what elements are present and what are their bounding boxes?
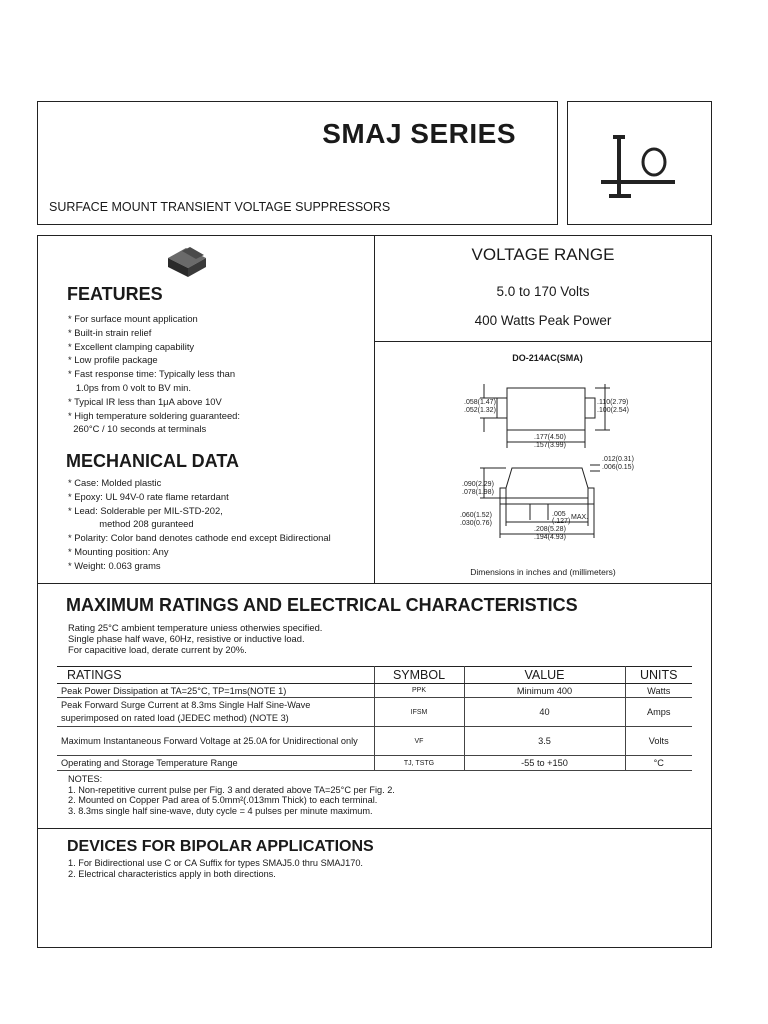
column-header: UNITS [625, 667, 692, 684]
dim-label: .177(4.50) [534, 434, 566, 441]
dim-label: .052(1.32) [464, 407, 496, 414]
dim-label: .110(2.79) [597, 399, 629, 406]
ratings-heading: MAXIMUM RATINGS AND ELECTRICAL CHARACTERISTICS [66, 595, 578, 615]
column-header: VALUE [464, 667, 625, 684]
rating-cell: Peak Forward Surge Current at 8.3ms Single Half Sine-Wave superimposed on rated load (JEDEC method) (NOTE 3) [57, 698, 374, 727]
unit-cell: Amps [625, 698, 692, 727]
note-line: 1. Non-repetitive current pulse per Fig. 3 and derated above TA=25°C per Fig. 2. [68, 784, 395, 795]
list-item: method 208 guranteed [68, 518, 194, 530]
dim-label: .157(3.99) [534, 442, 566, 449]
dim-label: MAX. [571, 514, 589, 521]
header-box [37, 101, 558, 225]
note-line: NOTES: [68, 774, 103, 784]
dim-label: .208(5.28) [534, 526, 566, 533]
value-cell: 3.5 [464, 727, 625, 756]
voltage-range-value: 5.0 to 170 Volts [496, 284, 590, 299]
list-item: 1.0ps from 0 volt to BV min. [68, 381, 191, 393]
intro-line: Single phase half wave, 60Hz, resistive or inductive load. [68, 633, 305, 644]
list-item: 2. Electrical characteristics apply in both directions. [68, 869, 276, 879]
rating-cell: Operating and Storage Temperature Range [57, 756, 374, 771]
table-row [57, 727, 692, 756]
bipolar-heading: DEVICES FOR BIPOLAR APPLICATIONS [67, 838, 374, 855]
value-cell: -55 to +150 [464, 756, 625, 771]
features-heading: FEATURES [67, 284, 163, 304]
column-header: RATINGS [57, 667, 374, 684]
table-row [57, 684, 692, 698]
table-header-row [57, 667, 692, 684]
list-item: * Fast response time: Typically less than [68, 368, 236, 380]
mechanical-heading: MECHANICAL DATA [66, 451, 239, 471]
value-cell: 40 [464, 698, 625, 727]
dim-label: .100(2.54) [597, 407, 629, 414]
table-row [57, 756, 692, 771]
ratings-table [57, 666, 692, 771]
unit-cell: Watts [625, 684, 692, 698]
unit-cell: Volts [625, 727, 692, 756]
ratings-notes [68, 774, 395, 816]
list-item: * Excellent clamping capability [68, 340, 195, 352]
dim-label: .078(1.98) [462, 489, 494, 496]
intro-line: For capacitive load, derate current by 20%. [68, 644, 247, 655]
note-line: 3. 8.3ms single half sine-wave, duty cycle = 4 pulses per minute maximum. [68, 805, 373, 816]
dim-label: .060(1.52) [460, 512, 492, 519]
rating-cell: Maximum Instantaneous Forward Voltage at 25.0A for Unidirectional only [57, 727, 374, 756]
dim-label: .030(0.76) [460, 520, 492, 527]
ratings-intro [68, 622, 322, 655]
dim-label: .012(0.31) [602, 456, 634, 463]
list-item: * Weight: 0.063 grams [68, 559, 161, 571]
dim-label: .090(2.29) [462, 481, 494, 488]
bipolar-list [68, 858, 363, 880]
series-title: SMAJ SERIES [322, 118, 516, 149]
voltage-range-heading: VOLTAGE RANGE [471, 245, 615, 264]
package-outline-drawing [440, 370, 670, 570]
list-item: * Polarity: Color band denotes cathode end except Bidirectional [68, 532, 331, 544]
list-item: * High temperature soldering guaranteed: [68, 409, 240, 421]
column-header: SYMBOL [374, 667, 464, 684]
voltage-divider [374, 341, 712, 342]
component-image [164, 246, 210, 280]
peak-power-value: 400 Watts Peak Power [474, 313, 612, 328]
list-item: * Mounting position: Any [68, 545, 169, 557]
list-item: * Lead: Solderable per MIL-STD-202, [68, 504, 223, 516]
dim-label: .058(1.47) [464, 399, 496, 406]
unit-cell: °C [625, 756, 692, 771]
dim-label: .194(4.93) [534, 534, 566, 541]
list-item: * Typical IR less than 1μA above 10V [68, 395, 222, 407]
list-item: * Epoxy: UL 94V-0 rate flame retardant [68, 490, 229, 502]
list-item: * For surface mount application [68, 313, 198, 324]
dim-label: .005 [552, 511, 566, 518]
note-line: 2. Mounted on Copper Pad area of 5.0mm²(.013mm Thick) to each terminal. [68, 795, 378, 806]
symbol-cell: TJ, TSTG [374, 756, 464, 771]
dim-label: .006(0.15) [602, 464, 634, 471]
dim-label: (.127) [552, 518, 571, 525]
rating-cell: Peak Power Dissipation at TA=25°C, TP=1ms(NOTE 1) [57, 684, 374, 698]
logo-box [567, 101, 712, 225]
list-item: * Case: Molded plastic [68, 477, 162, 488]
value-cell: Minimum 400 [464, 684, 625, 698]
package-name: DO-214AC(SMA) [512, 353, 583, 363]
features-list [68, 312, 240, 436]
symbol-cell: VF [374, 727, 464, 756]
intro-line: Rating 25°C ambient temperature uniess otherwies specified. [68, 622, 323, 633]
list-item: * Low profile package [68, 354, 158, 366]
symbol-cell: IFSM [374, 698, 464, 727]
series-subtitle: SURFACE MOUNT TRANSIENT VOLTAGE SUPPRESSORS [49, 200, 391, 214]
mechanical-list [68, 476, 331, 573]
list-item: * Built-in strain relief [68, 326, 152, 338]
dimensions-note: Dimensions in inches and (millimeters) [470, 567, 616, 577]
list-item: 260°C / 10 seconds at terminals [68, 423, 207, 435]
table-row [57, 698, 692, 727]
company-logo [568, 102, 711, 224]
list-item: 1. For Bidirectional use C or CA Suffix for types SMAJ5.0 thru SMAJ170. [68, 858, 363, 868]
symbol-cell: PPK [374, 684, 464, 698]
